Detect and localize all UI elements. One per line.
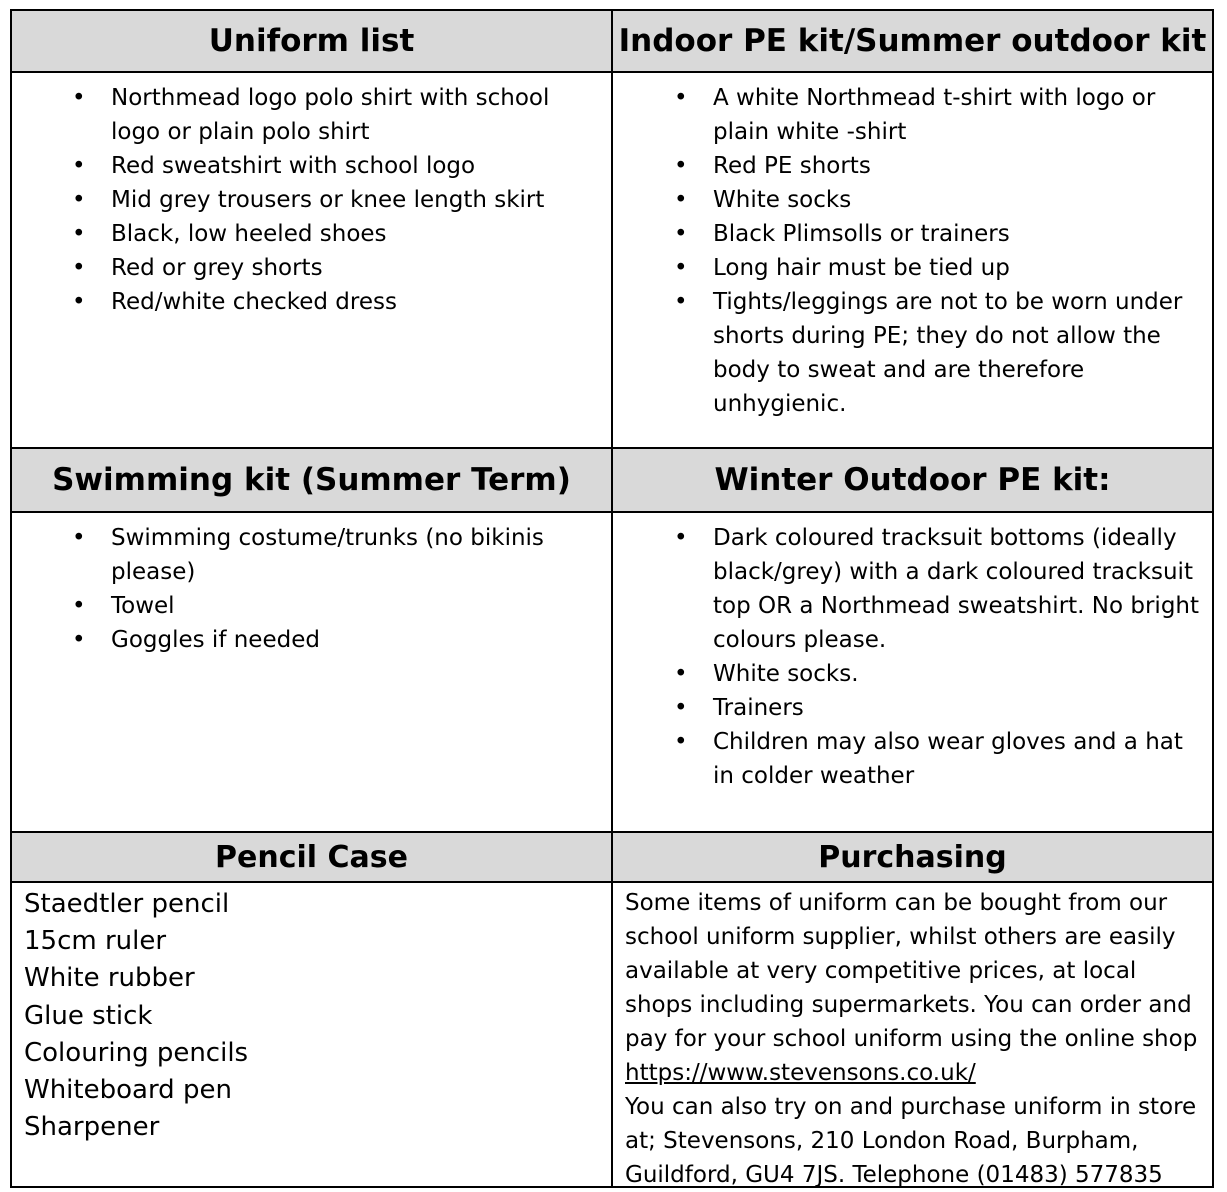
winter-pe-heading: Winter Outdoor PE kit: xyxy=(613,449,1212,513)
header-row-3 xyxy=(12,833,1212,883)
list-item: • Children may also wear gloves and a hat in colder weather xyxy=(713,725,1200,793)
list-item: • A white Northmead t-shirt with logo or plain white -shirt xyxy=(713,81,1200,149)
header-row-2 xyxy=(12,449,1212,513)
body-row-1 xyxy=(12,73,1212,449)
body-row-2 xyxy=(12,513,1212,833)
uniform-list-cell xyxy=(12,73,613,447)
list-item: • Northmead logo polo shirt with school logo or plain polo shirt xyxy=(111,81,601,149)
list-item: • Towel xyxy=(111,589,601,623)
list-item: • Red sweatshirt with school logo xyxy=(111,149,601,183)
list-item: • Trainers xyxy=(713,691,1200,725)
list-item: • Goggles if needed xyxy=(111,623,601,657)
list-item: • White socks xyxy=(713,183,1200,217)
pencil-case-heading: Pencil Case xyxy=(12,833,613,883)
list-item: 15cm ruler xyxy=(24,926,167,957)
list-item: • Mid grey trousers or knee length skirt xyxy=(111,183,601,217)
indoor-pe-list xyxy=(613,73,1212,421)
swimming-heading: Swimming kit (Summer Term) xyxy=(12,449,613,513)
list-item: • Black Plimsolls or trainers xyxy=(713,217,1200,251)
list-item: • White socks. xyxy=(713,657,1200,691)
purchasing-heading: Purchasing xyxy=(613,833,1212,883)
list-item: • Red/white checked dress xyxy=(111,285,601,319)
swimming-list xyxy=(12,513,611,657)
list-item: Staedtler pencil xyxy=(24,889,230,919)
header-row-1 xyxy=(12,11,1212,73)
uniform-list xyxy=(12,73,611,319)
list-item: Colouring pencils xyxy=(24,1037,249,1068)
purchasing-text: Some items of uniform can be bought from our school uniform supplier, whilst others are easily available at very competitive prices, at local shops including supermarkets. You can order and pay for your school uniform using the online shop xyxy=(625,890,1198,1052)
stevensons-link[interactable]: https://www.stevensons.co.uk/ xyxy=(625,1060,976,1086)
body-row-3 xyxy=(12,883,1212,1186)
indoor-pe-heading: Indoor PE kit/Summer outdoor kit xyxy=(613,11,1212,73)
swimming-cell xyxy=(12,513,613,831)
list-item: • Tights/leggings are not to be worn under shorts during PE; they do not allow the body to sweat and are therefore unhygienic. xyxy=(713,285,1200,421)
list-item: Whiteboard pen xyxy=(24,1075,232,1106)
list-item: White rubber xyxy=(24,963,195,994)
purchasing-cell xyxy=(613,883,1212,1186)
store-address-text: You can also try on and purchase uniform in store at; Stevensons, 210 London Road, Burpham, Guildford, GU4 7JS. Telephone (01483) 577835 xyxy=(625,1094,1197,1188)
pencil-case-cell xyxy=(12,883,613,1186)
indoor-pe-cell xyxy=(613,73,1212,447)
list-item: • Swimming costume/trunks (no bikinis please) xyxy=(111,521,601,589)
list-item: • Red PE shorts xyxy=(713,149,1200,183)
list-item: Glue stick xyxy=(24,1000,153,1031)
uniform-table xyxy=(10,9,1214,1188)
list-item: • Long hair must be tied up xyxy=(713,251,1200,285)
winter-pe-list xyxy=(613,513,1212,793)
list-item: • Black, low heeled shoes xyxy=(111,217,601,251)
list-item: Sharpener xyxy=(24,1112,160,1143)
uniform-list-heading: Uniform list xyxy=(12,11,613,73)
list-item: • Dark coloured tracksuit bottoms (ideally black/grey) with a dark coloured tracksuit top OR a Northmead sweatshirt. No bright colours please. xyxy=(713,521,1200,657)
list-item: • Red or grey shorts xyxy=(111,251,601,285)
winter-pe-cell xyxy=(613,513,1212,831)
